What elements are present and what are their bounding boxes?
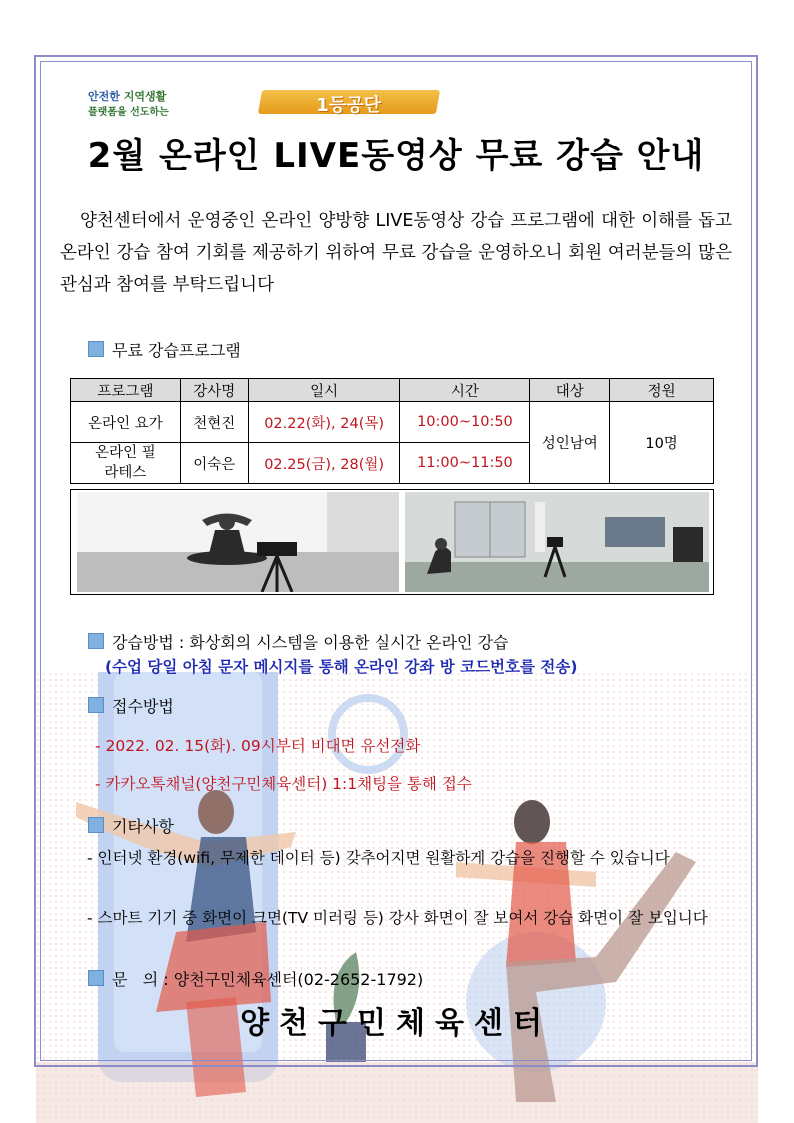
instructor-name: 천현진 — [180, 402, 248, 443]
header-cell: 시간 — [400, 379, 530, 402]
square-bullet-icon — [88, 633, 104, 649]
inquiry-label: 문 의 : — [112, 970, 169, 989]
logo-badge — [258, 90, 440, 114]
logo-text-2: 플랫폼을 선도하는 — [88, 107, 169, 118]
pilates-photo — [405, 492, 709, 592]
program-name — [71, 443, 181, 484]
registration-item-kakao: - 카카오톡채널(양천구민체육센터) 1:1채팅을 통해 접수 — [95, 775, 472, 793]
square-bullet-icon — [88, 970, 104, 986]
header-cell: 강사명 — [180, 379, 248, 402]
registration-label: 접수방법 — [112, 697, 174, 716]
logo-badge-text: 1등공단 — [316, 95, 381, 116]
logo-text-1a: 안전한 — [88, 90, 120, 103]
etc-label: 기타사항 — [112, 817, 174, 836]
intro-paragraph: 양천센터에서 운영중인 온라인 양방향 LIVE동영상 강습 프로그램에 대한 이해를 돕고 온라인 강습 참여 기회를 제공하기 위하여 무료 강습을 운영하오니 회원 여러분들의 많은 관심과 참여를 부탁드립니다 — [60, 211, 732, 295]
class-date: 02.22(화), 24(목) — [248, 402, 400, 443]
header-cell: 정원 — [610, 379, 714, 402]
class-photos — [70, 489, 714, 595]
program-name: 온라인 요가 — [71, 402, 181, 443]
registration-section-heading — [88, 694, 174, 717]
etc-item-internet: - 인터넷 환경(wifi, 무제한 데이터 등) 갖추어지면 원활하게 강습을 진행할 수 있습니다 — [87, 849, 670, 867]
square-bullet-icon — [88, 341, 104, 357]
method-section-heading — [88, 630, 508, 653]
table-row — [71, 402, 714, 443]
square-bullet-icon — [88, 697, 104, 713]
inquiry-contact: 양천구민체육센터(02-2652-1792) — [173, 970, 424, 989]
square-bullet-icon — [88, 817, 104, 833]
logo-text-1b: 지역생활 — [123, 90, 167, 103]
class-time: 11:00~11:50 — [400, 443, 530, 484]
method-label: 강습방법 : 화상회의 시스템을 이용한 실시간 온라인 강습 — [112, 633, 509, 652]
program-section-heading — [88, 338, 241, 361]
registration-item-phone: - 2022. 02. 15(화). 09시부터 비대면 유선전화 — [95, 737, 421, 755]
etc-item-screen: - 스마트 기기 중 화면이 크면(TV 미러링 등) 강사 화면이 잘 보여서 강습 화면이 잘 보입니다 — [87, 909, 708, 927]
header-cell: 대상 — [530, 379, 610, 402]
program-section-label: 무료 강습프로그램 — [112, 341, 241, 360]
program-table — [70, 378, 714, 484]
target-group: 성인남여 — [530, 402, 610, 484]
page-title: 2월 온라인 LIVE동영상 무료 강습 안내 — [87, 136, 705, 176]
program-name-text: 온라인 필라테스 — [95, 445, 156, 481]
class-date: 02.25(금), 28(월) — [248, 443, 400, 484]
instructor-name: 이숙은 — [180, 443, 248, 484]
slogan-logo — [88, 88, 443, 118]
yoga-photo — [77, 492, 399, 592]
etc-section-heading — [88, 814, 174, 837]
inquiry-line — [88, 967, 423, 990]
header-cell: 프로그램 — [71, 379, 181, 402]
capacity: 10명 — [610, 402, 714, 484]
class-time: 10:00~10:50 — [400, 402, 530, 443]
organization-name: 양천구민체육센터 — [240, 1006, 552, 1041]
table-header-row — [71, 379, 714, 402]
method-note: (수업 당일 아침 문자 메시지를 통해 온라인 강좌 방 코드번호를 전송) — [105, 658, 578, 676]
header-cell: 일시 — [248, 379, 400, 402]
